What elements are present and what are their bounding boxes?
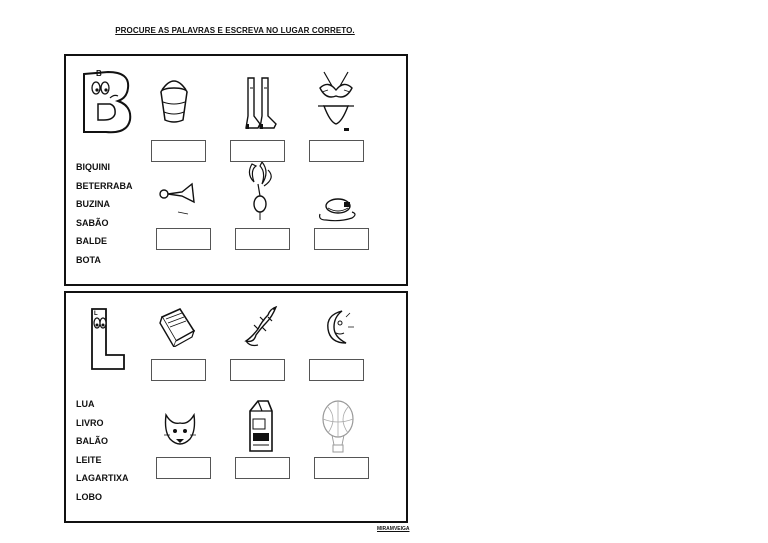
answer-box[interactable]: [309, 140, 364, 162]
word-item: LIVRO: [76, 417, 104, 428]
word-item: BETERRABA: [76, 180, 133, 191]
word-list-b: [76, 158, 166, 269]
word-item: BIQUINI: [76, 162, 111, 172]
answer-box[interactable]: [151, 359, 206, 381]
word-item: BUZINA: [76, 199, 110, 209]
letter-b-panel: [64, 54, 408, 286]
beet-icon: [242, 162, 278, 222]
balloon-icon: [320, 399, 356, 457]
bikini-icon: [314, 70, 358, 134]
word-item: LAGARTIXA: [76, 473, 129, 483]
answer-box[interactable]: [235, 228, 290, 250]
answer-box[interactable]: [156, 228, 211, 250]
boots-icon: [242, 76, 282, 130]
milk-carton-icon: [244, 399, 274, 455]
word-item: BOTA: [76, 254, 101, 265]
svg-text:B: B: [96, 69, 102, 78]
word-item: LEITE: [76, 454, 102, 465]
word-item: BALÃO: [76, 436, 108, 446]
word-item: BALDE: [76, 236, 107, 246]
answer-box[interactable]: [314, 228, 369, 250]
wolf-icon: [160, 411, 200, 451]
answer-box[interactable]: [230, 140, 285, 162]
letter-l-panel: [64, 291, 408, 523]
big-letter-l: [88, 307, 128, 373]
svg-text:L: L: [94, 311, 98, 317]
answer-box[interactable]: [235, 457, 290, 479]
answer-box[interactable]: [230, 359, 285, 381]
bucket-icon: [156, 76, 192, 126]
answer-box[interactable]: [314, 457, 369, 479]
soap-icon: [316, 192, 360, 224]
author-credit: MIRAMVEIGA: [377, 526, 410, 532]
word-item: LOBO: [76, 491, 102, 502]
big-letter-b: [78, 68, 134, 136]
moon-icon: [320, 307, 356, 347]
lizard-icon: [242, 303, 282, 349]
page-title: PROCURE AS PALAVRAS E ESCREVA NO LUGAR CORRETO.: [115, 26, 355, 35]
answer-box[interactable]: [156, 457, 211, 479]
word-item: LUA: [76, 399, 95, 409]
answer-box[interactable]: [309, 359, 364, 381]
answer-box[interactable]: [151, 140, 206, 162]
book-icon: [156, 307, 198, 347]
horn-icon: [158, 180, 200, 220]
word-list-l: [76, 395, 166, 506]
word-item: SABÃO: [76, 217, 109, 228]
